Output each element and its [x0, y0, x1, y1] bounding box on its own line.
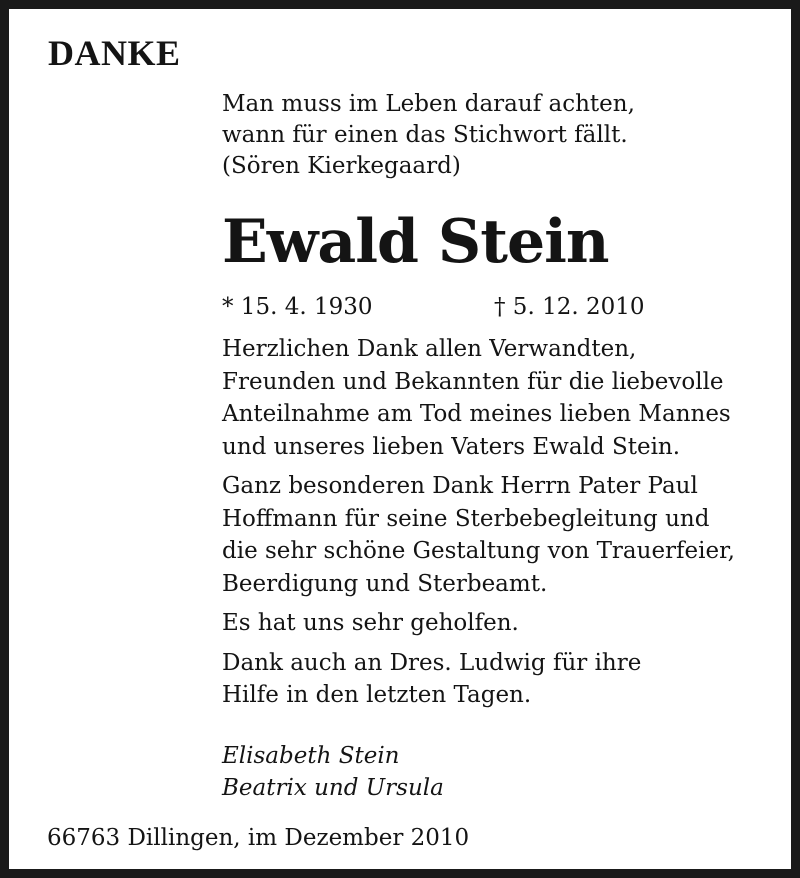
signatures [222, 740, 782, 804]
deceased-name: Ewald Stein [222, 207, 609, 277]
life-dates [222, 291, 782, 323]
text-line: Freunden und Bekannten für die liebevolle [222, 368, 724, 395]
thanks-paragraph [222, 647, 782, 712]
text-line: die sehr schöne Gestaltung von Trauerfeier, [222, 538, 735, 564]
place-date: 66763 Dillingen, im Dezember 2010 [47, 825, 470, 851]
death-date: † 5. 12. 2010 [494, 294, 645, 320]
notice-heading: DANKE [48, 33, 181, 73]
signature-line: Beatrix und Ursula [222, 775, 444, 801]
quote-attribution: (Sören Kierkegaard) [222, 153, 461, 179]
text-line: Dank auch an Dres. Ludwig für ihre [222, 649, 642, 676]
quote-line: Man muss im Leben darauf achten, [222, 91, 635, 117]
text-line: und unseres lieben Vaters Ewald Stein. [222, 433, 681, 460]
signature-line: Elisabeth Stein [222, 743, 400, 769]
text-line: Herzlichen Dank allen Verwandten, [222, 336, 637, 362]
text-line: Anteilnahme am Tod meines lieben Mannes [222, 401, 731, 427]
quote-block [222, 89, 782, 182]
thanks-paragraph [222, 607, 782, 640]
birth-date: * 15. 4. 1930 [222, 294, 373, 320]
thanks-paragraph [222, 470, 782, 600]
text-line: Beerdigung und Sterbeamt. [222, 570, 548, 597]
text-line: Es hat uns sehr geholfen. [222, 610, 519, 636]
text-line: Hoffmann für seine Sterbebegleitung und [222, 505, 710, 532]
text-line: Hilfe in den letzten Tagen. [222, 682, 532, 708]
text-line: Ganz besonderen Dank Herrn Pater Paul [222, 473, 698, 499]
thanks-paragraph [222, 333, 782, 463]
quote-line: wann für einen das Stichwort fällt. [222, 122, 628, 148]
thanks-text [222, 333, 782, 719]
